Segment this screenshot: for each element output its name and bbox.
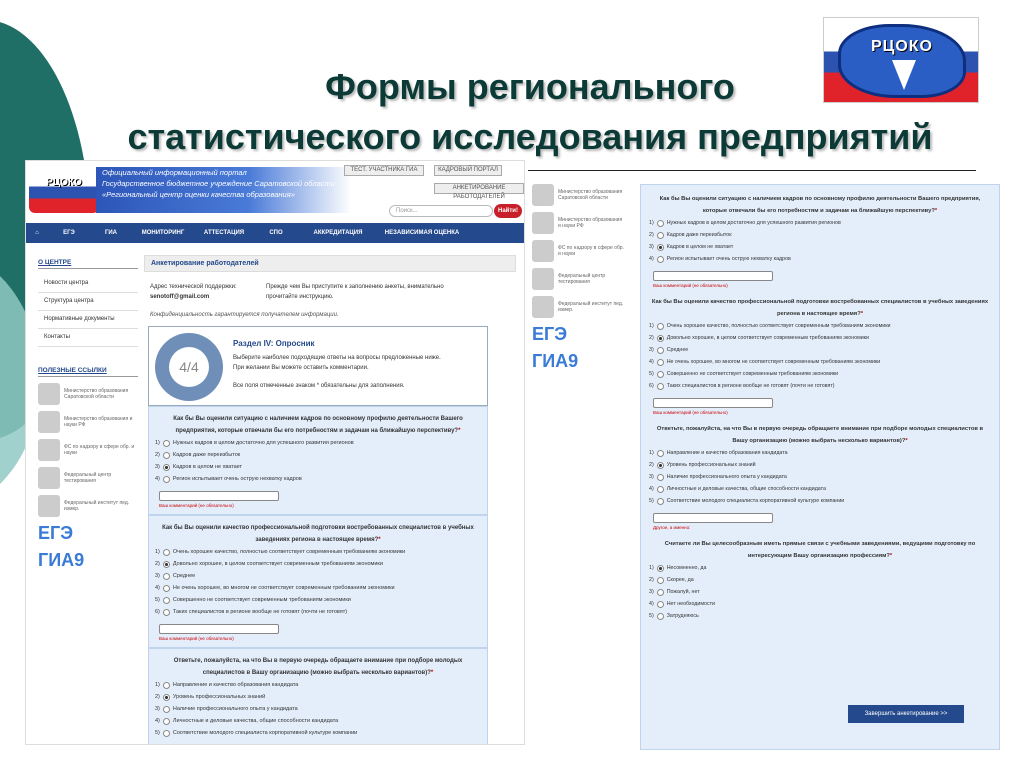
section-title: Раздел IV: Опросник: [233, 339, 315, 348]
radio-button[interactable]: [657, 256, 664, 263]
option-number: 4): [649, 486, 654, 492]
option-number: 5): [155, 730, 160, 736]
option-number: 3): [649, 589, 654, 595]
answer-option[interactable]: [649, 320, 991, 332]
option-number: 2): [649, 577, 654, 583]
option-number: 6): [155, 609, 160, 615]
link-fed-test-center[interactable]: [532, 268, 624, 290]
answer-option[interactable]: [649, 483, 991, 495]
answer-option[interactable]: [649, 598, 991, 610]
comment-input[interactable]: [159, 624, 279, 634]
option-number: 6): [649, 383, 654, 389]
question-text: Ответьте, пожалуйста, на что Вы в первую очередь обращаете внимание при подборе молодых специалистов в Вашу организацию (можно выбрать несколько вариантов)?: [656, 426, 984, 444]
option-label: Таких специалистов в регионе вообще не готовят (почти не готовят): [666, 383, 835, 389]
ege-logo[interactable]: ЕГЭ: [38, 523, 74, 543]
emblem-icon: [38, 411, 60, 433]
emblem-icon: [38, 383, 60, 405]
nav-item[interactable]: МОНИТОРИНГ: [141, 230, 185, 236]
slide-title-line2: статистического исследования предприятий: [127, 116, 933, 157]
search-input[interactable]: Поиск...: [389, 205, 493, 217]
option-number: 4): [155, 718, 160, 724]
gia-logo[interactable]: ГИА9: [532, 351, 579, 371]
option-label: Уровень профессиональных знаний: [666, 462, 756, 468]
question-text: Как бы Вы оценили качество профессиональной подготовки востребованных специалистов в учебных заведениях региона в настоящее время?: [651, 299, 989, 317]
option-label: Регион испытывает очень острую нехватку кадров: [172, 476, 302, 482]
option-number: 2): [155, 452, 160, 458]
option-label: Не очень хорошее, во многом не соответствует современным требованиям экономики: [172, 585, 395, 591]
radio-button[interactable]: [163, 694, 170, 701]
employer-survey-button[interactable]: АНКЕТИРОВАНИЕ РАБОТОДАТЕЛЕЙ: [434, 183, 524, 194]
option-number: 5): [649, 613, 654, 619]
title-divider: [528, 170, 976, 171]
emblem-icon: [532, 268, 554, 290]
link-text: ФС по надзору в сфере обр. и науки: [558, 245, 624, 257]
question-text: Как бы Вы оценили качество профессиональной подготовки востребованных специалистов в учебных заведениях региона в настоящее время?: [162, 525, 474, 543]
question-title: [649, 538, 991, 562]
link-text: Министерство образования Саратовской области: [64, 388, 129, 400]
org-line-1: Официальный информационный портал: [102, 168, 247, 177]
option-number: 4): [155, 585, 160, 591]
radio-button[interactable]: [657, 371, 664, 378]
question-title: [649, 296, 991, 320]
answer-option[interactable]: [649, 380, 991, 392]
question-block: [148, 515, 488, 648]
radio-button[interactable]: [163, 682, 170, 689]
logo-text: РЦОКО: [870, 38, 933, 55]
option-number: 4): [649, 601, 654, 607]
org-banner: [96, 167, 351, 213]
comment-input[interactable]: [653, 398, 773, 408]
option-label: Пожалуй, нет: [666, 589, 700, 595]
answer-option[interactable]: [649, 586, 991, 598]
radio-button[interactable]: [657, 450, 664, 457]
link-ministry-region[interactable]: [38, 383, 138, 405]
radio-button[interactable]: [657, 232, 664, 239]
required-star: *: [934, 208, 938, 214]
site-header: [26, 161, 525, 219]
option-number: 1): [155, 549, 160, 555]
emblem-icon: [38, 439, 60, 461]
spacer: [649, 530, 991, 538]
answer-option[interactable]: [649, 217, 991, 229]
progress-circle: [155, 333, 223, 401]
answer-option[interactable]: [155, 461, 481, 473]
radio-button[interactable]: [657, 589, 664, 596]
radio-button[interactable]: [657, 347, 664, 354]
option-label: Среднее: [172, 573, 196, 579]
option-number: 1): [649, 450, 654, 456]
sidebar-links: [532, 178, 624, 378]
radio-button[interactable]: [657, 244, 664, 251]
option-number: 4): [649, 256, 654, 262]
option-label: Кадров в целом не хватает: [172, 464, 243, 470]
screenshot-form-part1: [25, 160, 525, 745]
answer-option[interactable]: [155, 715, 481, 727]
radio-button[interactable]: [657, 323, 664, 330]
comment-note: Ваш комментарий (не обязательно): [159, 503, 234, 508]
link-text: Федеральный институт пед. измер.: [64, 500, 130, 512]
radio-button[interactable]: [657, 601, 664, 608]
section-header: [148, 326, 488, 406]
option-number: 3): [155, 706, 160, 712]
screenshot-form-part2: [530, 178, 1000, 755]
progress-value: 4/4: [169, 347, 209, 387]
ege-logo[interactable]: ЕГЭ: [532, 324, 568, 344]
required-star: *: [430, 670, 434, 676]
option-number: 1): [155, 440, 160, 446]
intro-text: Прежде чем Вы приступите к заполнению анкеты, внимательно прочитайте инструкцию.: [266, 284, 444, 300]
nav-item[interactable]: АККРЕДИТАЦИЯ: [313, 230, 363, 236]
option-label: Кадров даже переизбыток: [172, 452, 241, 458]
answer-option[interactable]: [649, 471, 991, 483]
search-button[interactable]: Найти!: [494, 204, 522, 218]
emblem-icon: [532, 296, 554, 318]
option-label: Таких специалистов в регионе вообще не готовят (почти не готовят): [172, 609, 348, 615]
option-label: Нужных кадров в целом достаточно для успешного развития регионов: [172, 440, 354, 446]
radio-button[interactable]: [163, 573, 170, 580]
answer-option[interactable]: [155, 679, 481, 691]
link-text: Министерство образования и науки РФ: [558, 217, 623, 229]
emblem-icon: [38, 495, 60, 517]
sidebar-item-contacts[interactable]: Контакты: [38, 329, 138, 347]
option-label: Личностные и деловые качества, общие способности кандидата: [666, 486, 826, 492]
radio-button[interactable]: [657, 462, 664, 469]
option-number: 2): [155, 561, 160, 567]
comment-input[interactable]: [653, 513, 773, 523]
radio-button[interactable]: [657, 383, 664, 390]
option-label: Очень хорошее качество, полностью соответствует современным требованиям экономики: [666, 323, 891, 329]
link-text: Федеральный центр тестирования: [64, 472, 112, 484]
option-number: 5): [649, 498, 654, 504]
required-star: *: [378, 537, 381, 543]
option-number: 3): [649, 244, 654, 250]
sidebar: [38, 257, 138, 577]
answer-option[interactable]: [649, 610, 991, 622]
option-label: Не очень хорошее, во многом не соответствует современным требованиям экономики: [666, 359, 881, 365]
answer-option[interactable]: [155, 437, 481, 449]
question-list: [144, 406, 516, 745]
option-label: Совершенно не соответствует современным требованиям экономики: [666, 371, 839, 377]
question-title: [155, 655, 481, 679]
link-text: Министерство образования Саратовской области: [558, 189, 623, 201]
radio-button[interactable]: [163, 597, 170, 604]
answer-option[interactable]: [155, 727, 481, 739]
answer-option[interactable]: [155, 449, 481, 461]
confidential-note: Конфиденциальность гарантируется получателем информации.: [150, 312, 339, 318]
radio-button[interactable]: [163, 718, 170, 725]
option-label: Очень хорошее качество, полностью соответствует современным требованиям экономики: [172, 549, 406, 555]
slide-title: [60, 62, 1000, 162]
comment-note: Другое, а именно:: [653, 525, 691, 530]
link-text: Федеральный центр тестирования: [558, 273, 606, 285]
link-ministry-region[interactable]: [532, 184, 624, 206]
answer-option[interactable]: [155, 691, 481, 703]
answer-option[interactable]: [155, 570, 481, 582]
required-star: *: [889, 553, 893, 559]
support-email[interactable]: senotoff@gmail.com: [150, 294, 210, 300]
answer-option[interactable]: [649, 574, 991, 586]
answer-option[interactable]: [155, 703, 481, 715]
option-number: 3): [649, 474, 654, 480]
option-number: 3): [155, 573, 160, 579]
sidebar-title-links: ПОЛЕЗНЫЕ ССЫЛКИ: [38, 365, 138, 377]
option-label: Направление и качество образования кандидата: [666, 450, 788, 456]
answer-option[interactable]: [649, 344, 991, 356]
comment-note: Ваш комментарий (не обязательно): [653, 283, 728, 288]
gia-participant-button[interactable]: ТЕСТ. УЧАСТНИКА ГИА: [344, 165, 424, 176]
main-nav: [26, 223, 525, 243]
comment-input[interactable]: [653, 271, 773, 281]
option-label: Направление и качество образования кандидата: [172, 682, 299, 688]
answer-option[interactable]: [155, 594, 481, 606]
option-label: Наличие профессионального опыта у кандидата: [172, 706, 298, 712]
answer-option[interactable]: [649, 459, 991, 471]
option-label: Нужных кадров в целом достаточно для успешного развития регионов: [666, 220, 841, 226]
gia-logo[interactable]: ГИА9: [38, 550, 85, 570]
option-number: 2): [155, 694, 160, 700]
link-fs-nadzor[interactable]: [532, 240, 624, 262]
emblem-icon: [532, 212, 554, 234]
sidebar-item-structure[interactable]: Структура центра: [38, 293, 138, 311]
option-number: 3): [155, 464, 160, 470]
org-line-2: Государственное бюджетное учреждение Саратовской области: [102, 179, 335, 188]
answer-option[interactable]: [155, 558, 481, 570]
nav-item[interactable]: ГИА: [104, 230, 118, 236]
radio-button[interactable]: [657, 565, 664, 572]
radio-button[interactable]: [657, 577, 664, 584]
answer-option[interactable]: [155, 582, 481, 594]
option-number: 2): [649, 232, 654, 238]
link-fs-nadzor[interactable]: [38, 439, 138, 461]
option-label: Кадров в целом не хватает: [666, 244, 734, 250]
link-text: ФС по надзору в сфере обр. и науки: [64, 444, 135, 456]
section-text: [233, 353, 483, 391]
required-star: *: [905, 438, 908, 444]
radio-button[interactable]: [163, 452, 170, 459]
radio-button[interactable]: [657, 486, 664, 493]
option-label: Кадров даже переизбыток: [666, 232, 732, 238]
radio-button[interactable]: [657, 359, 664, 366]
option-number: 1): [155, 682, 160, 688]
support-block: [150, 282, 510, 302]
nav-item[interactable]: ЕГЭ: [63, 230, 75, 236]
option-label: Довольно хорошее, в целом соответствует современным требованиям экономики: [666, 335, 869, 341]
radio-button[interactable]: [163, 609, 170, 616]
option-label: Уровень профессиональных знаний: [172, 694, 266, 700]
sidebar-title-about: О ЦЕНТРЕ: [38, 257, 138, 269]
option-label: Личностные и деловые качества, общие способности кандидата: [172, 718, 339, 724]
option-number: 1): [649, 323, 654, 329]
question-block: [148, 406, 488, 515]
site-logo-text: РЦОКО: [46, 177, 82, 188]
option-label: Несомненно, да: [666, 565, 707, 571]
question-title: [649, 423, 991, 447]
page-title: Анкетирование работодателей: [144, 255, 516, 272]
option-number: 2): [649, 462, 654, 468]
radio-button[interactable]: [657, 335, 664, 342]
section-text-3: Все поля отмеченные знаком * обязательны для заполнения.: [233, 383, 405, 389]
answer-option[interactable]: [649, 229, 991, 241]
question-panel: [640, 184, 1000, 750]
radio-button[interactable]: [163, 706, 170, 713]
required-star: *: [860, 311, 864, 317]
radio-button[interactable]: [163, 476, 170, 483]
answer-option[interactable]: [649, 253, 991, 265]
option-number: 5): [649, 371, 654, 377]
question-block: [148, 648, 488, 745]
question-text: Как бы Вы оценили ситуацию с наличием кадров по основному профилю деятельности Вашего предприятия, которые отвечали бы его потребностям и задачам на ближайшую перспективу?: [659, 196, 981, 214]
radio-button[interactable]: [163, 730, 170, 737]
answer-option[interactable]: [649, 447, 991, 459]
question-text: Ответьте, пожалуйста, на что Вы в первую очередь обращаете внимание при подборе молодых специалистов в Вашу организацию (можно выбрать несколько вариантов)?: [173, 658, 463, 676]
link-ministry-rf[interactable]: [532, 212, 624, 234]
nav-item[interactable]: АТТЕСТАЦИЯ: [203, 230, 245, 236]
home-icon[interactable]: ⌂: [35, 230, 39, 236]
option-label: Соответствие молодого специалиста корпоративной культуре компании: [172, 730, 358, 736]
section-text-2: При желании Вы можете оставить комментарии.: [233, 365, 369, 371]
hr-portal-button[interactable]: КАДРОВЫЙ ПОРТАЛ: [434, 165, 502, 176]
form-main: [144, 255, 516, 745]
slide-title-line1: Формы регионального: [325, 66, 735, 107]
comment-note: Ваш комментарий (не обязательно): [159, 636, 234, 641]
link-text: Федеральный институт пед. измер.: [558, 301, 624, 313]
radio-button[interactable]: [163, 585, 170, 592]
radio-button[interactable]: [163, 561, 170, 568]
option-label: Регион испытывает очень острую нехватку кадров: [666, 256, 791, 262]
support-label: Адрес технической поддержки:: [150, 284, 237, 290]
answer-option[interactable]: [649, 368, 991, 380]
option-label: Затрудняюсь: [666, 613, 699, 619]
option-label: Скорее, да: [666, 577, 694, 583]
required-star: *: [458, 428, 461, 434]
section-text-1: Выберите наиболее подходящие ответы на вопросы предложенные ниже.: [233, 355, 441, 361]
link-fed-institute[interactable]: [532, 296, 624, 318]
comment-note: Ваш комментарий (не обязательно): [653, 410, 728, 415]
radio-button[interactable]: [657, 220, 664, 227]
option-label: Нет необходимости: [666, 601, 715, 607]
option-label: Среднее: [666, 347, 689, 353]
link-ministry-rf[interactable]: [38, 411, 138, 433]
link-text: Министерство образования и науки РФ: [64, 416, 133, 428]
sidebar-item-news[interactable]: Новости центра: [38, 275, 138, 293]
radio-button[interactable]: [163, 464, 170, 471]
option-label: Соответствие молодого специалиста корпоративной культуре компании: [666, 498, 845, 504]
question-text: Считаете ли Вы целесообразным иметь прямые связи с учебными заведениями, ведущими подготовку по интересующим Вашу организацию профессиям?: [664, 541, 976, 559]
emblem-icon: [38, 467, 60, 489]
radio-button[interactable]: [163, 440, 170, 447]
answer-option[interactable]: [649, 562, 991, 574]
nav-item[interactable]: НЕЗАВИСИМАЯ ОЦЕНКА: [384, 230, 460, 236]
link-fed-institute[interactable]: [38, 495, 138, 517]
option-label: Совершенно не соответствует современным требованиям экономики: [172, 597, 351, 603]
spacer: [649, 415, 991, 423]
radio-button[interactable]: [657, 498, 664, 505]
option-number: 1): [649, 220, 654, 226]
option-number: 2): [649, 335, 654, 341]
radio-button[interactable]: [657, 613, 664, 620]
finish-survey-button[interactable]: Завершить анкетирование >>: [848, 705, 964, 723]
emblem-icon: [532, 240, 554, 262]
answer-option[interactable]: [155, 606, 481, 618]
option-label: Довольно хорошее, в целом соответствует современным требованиям экономики: [172, 561, 383, 567]
option-number: 5): [155, 597, 160, 603]
option-label: Наличие профессионального опыта у кандидата: [666, 474, 787, 480]
emblem-icon: [532, 184, 554, 206]
question-title: [649, 193, 991, 217]
option-number: 4): [155, 476, 160, 482]
question-title: [155, 522, 481, 546]
org-line-3: «Региональный центр оценки качества образования»: [102, 190, 295, 199]
answer-option[interactable]: [649, 356, 991, 368]
sidebar-item-docs[interactable]: Нормативные документы: [38, 311, 138, 329]
option-number: 3): [649, 347, 654, 353]
question-text: Как бы Вы оценили ситуацию с наличием кадров по основному профилю деятельности Вашего предприятия, которые отвечали бы его потребностям и задачам на ближайшую перспективу?: [173, 416, 463, 434]
question-title: [155, 413, 481, 437]
answer-option[interactable]: [649, 241, 991, 253]
spacer: [649, 288, 991, 296]
answer-option[interactable]: [155, 473, 481, 485]
radio-button[interactable]: [657, 474, 664, 481]
link-fed-test-center[interactable]: [38, 467, 138, 489]
comment-input[interactable]: [159, 491, 279, 501]
option-number: 4): [649, 359, 654, 365]
option-number: 1): [649, 565, 654, 571]
radio-button[interactable]: [163, 549, 170, 556]
nav-item[interactable]: СПО: [269, 230, 283, 236]
answer-option[interactable]: [155, 546, 481, 558]
answer-option[interactable]: [649, 332, 991, 344]
answer-option[interactable]: [649, 495, 991, 507]
site-logo[interactable]: [29, 165, 99, 213]
